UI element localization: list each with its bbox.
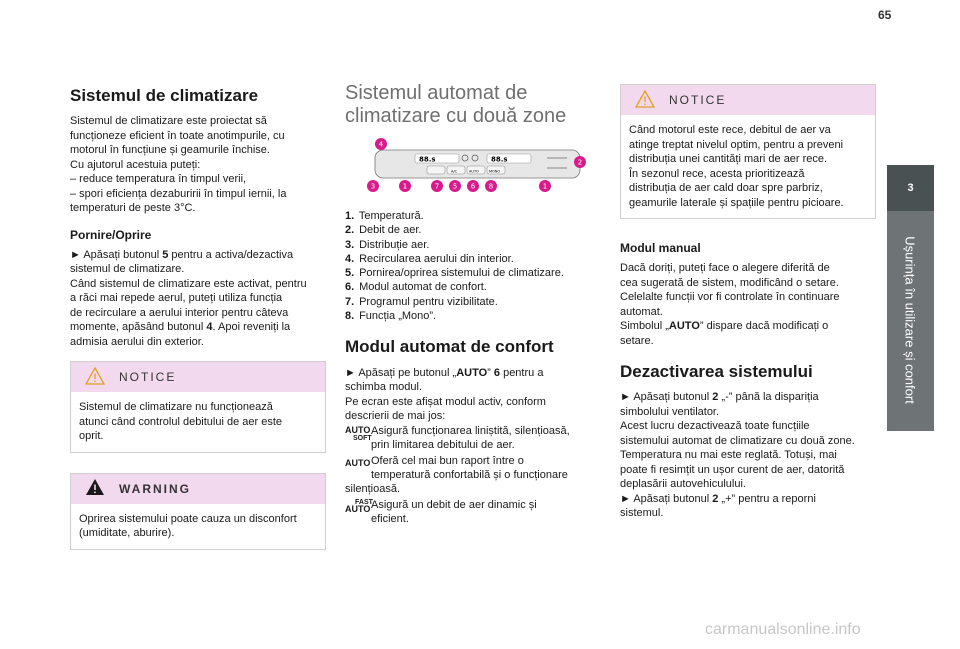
section-title-climate: Sistemul de climatizare — [70, 86, 259, 105]
manual-mode-title: Modul manual — [620, 241, 701, 255]
list-item: 6. Modul automat de confort. — [345, 281, 487, 294]
watermark: carmanualsonline.info — [705, 621, 861, 638]
svg-text:8: 8 — [488, 182, 494, 191]
list-item: 4. Recircularea aerului din interior. — [345, 252, 514, 265]
svg-text:MONO: MONO — [489, 169, 501, 174]
manual-mode-text: Dacă doriți, puteți face o alegere diferită de cea sugerată de sistem, modificând o setare. Celelalte funcții vor fi controlate în continuare automat. Simbolul „AUTO” dispare dacă modificați o setare. — [620, 262, 840, 347]
notice-text: Sistemul de climatizare nu funcționează atunci când controlul debitului de aer este oprit. — [79, 401, 283, 443]
svg-text:1: 1 — [402, 182, 408, 191]
warning-text: Oprirea sistemului poate cauza un disconfort (umiditate, aburire). — [79, 512, 297, 540]
auto-soft-icon: AUTO SOFT — [345, 424, 372, 442]
svg-text:88.s: 88.s — [491, 155, 508, 164]
svg-text:1: 1 — [542, 182, 548, 191]
mode-auto-normal: AUTO Oferă cel mai bun raport între o temperatură confortabilă și o funcționare — [345, 454, 568, 481]
notice-text: Când motorul este rece, debitul de aer va atinge treptat nivelul optim, pentru a preveni distribuția unei cantități mari de aer rece. În sezonul rece, acesta prioritizează distribuția de aer cald doar spre parbriz, geamurile laterale și spațiile pentru picioare. — [629, 124, 844, 209]
svg-text:6: 6 — [470, 182, 476, 191]
warning-label: WARNING — [119, 481, 191, 496]
svg-text:4: 4 — [378, 140, 384, 149]
svg-text:7: 7 — [434, 182, 440, 191]
panel-legend-list — [345, 209, 597, 323]
list-item: 8. Funcția „Mono”. — [345, 310, 437, 323]
column-3 — [620, 80, 876, 521]
svg-text:88.s: 88.s — [419, 155, 436, 164]
deactivate-text: ► Apăsați butonul 2 „-” până la dispariția simbolului ventilator. Acest lucru dezactivează toate funcțiile sistemului automat de climatizare cu două zone. Temperatura nu mai este reglată. Totuși, mai poate fi resimțit un ușor curent de aer, datorită deplasării autovehiculului. ► Apăsați butonul 2 „+” pentru a reporni sistemul. — [620, 391, 855, 520]
list-item: 3. Distribuție aer. — [345, 238, 430, 251]
warning-triangle-icon — [635, 90, 655, 111]
chapter-tab[interactable]: 3 — [887, 165, 934, 211]
section-title-deactivate: Dezactivarea sistemului — [620, 362, 813, 381]
column-2 — [345, 80, 597, 526]
svg-text:A/C: A/C — [451, 169, 458, 174]
section-title-auto-climate: Sistemul automat de climatizare cu două zone — [345, 82, 567, 127]
svg-text:AUTO: AUTO — [469, 169, 479, 174]
list-item: 7. Programul pentru vizibilitate. — [345, 295, 498, 308]
list-item: 1. Temperatură. — [345, 210, 424, 222]
mode-auto-soft: AUTO SOFT Asigură funcționarea liniștită, silențioasă, prin limitarea debitului de aer. — [345, 424, 570, 451]
mode-auto-fast: FAST AUTO Asigură un debit de aer dinamic și eficient. — [345, 499, 537, 526]
notice-box — [70, 361, 326, 453]
onoff-title: Pornire/Oprire — [70, 227, 152, 242]
section-title-comfort: Modul automat de confort — [345, 337, 554, 357]
notice-box-cold — [620, 84, 876, 219]
svg-text:2: 2 — [577, 158, 583, 167]
list-item: 2. Debit de aer. — [345, 224, 422, 237]
auto-fast-icon: FAST AUTO — [345, 499, 373, 515]
intro-text: Sistemul de climatizare este proiectat să funcționeze eficient în toate anotimpurile, cu motorul în funcțiune și geamurile închise. Cu ajutorul acestuia puteți: – reduce temperatura în timpul verii, – spori eficiența dezaburirii în timpul iernii, la temperaturi de peste 3°C. — [70, 115, 287, 215]
climate-panel-illustration — [367, 136, 597, 199]
warning-box — [70, 473, 326, 550]
notice-label: NOTICE — [119, 370, 177, 385]
page-number: 65 — [878, 8, 892, 22]
warning-triangle-icon — [85, 367, 105, 388]
column-1 — [70, 80, 326, 550]
notice-label: NOTICE — [669, 93, 727, 107]
auto-icon: AUTO — [345, 457, 371, 468]
comfort-text: ► Apăsați pe butonul „AUTO” 6 pentru a schimba modul. Pe ecran este afișat modul activ, conform descrierii de mai jos: — [345, 366, 546, 423]
onoff-text: ► Apăsați butonul 5 pentru a activa/dezactiva sistemul de climatizare. Când sistemul de climatizare este activat, pentru a răci mai repede aerul, puteți utiliza funcția de recirculare a aerului interior pentru câteva momente, apăsând butonul 4. Apoi reveniți la admisia aerului din exterior. — [70, 248, 307, 348]
warning-triangle-icon — [85, 478, 105, 499]
svg-text:3: 3 — [370, 182, 376, 191]
list-item: 5. Pornirea/oprirea sistemului de climatizare. — [345, 267, 564, 280]
mode-auto-normal-cont: silențioasă. — [345, 482, 401, 495]
svg-text:5: 5 — [452, 182, 458, 191]
